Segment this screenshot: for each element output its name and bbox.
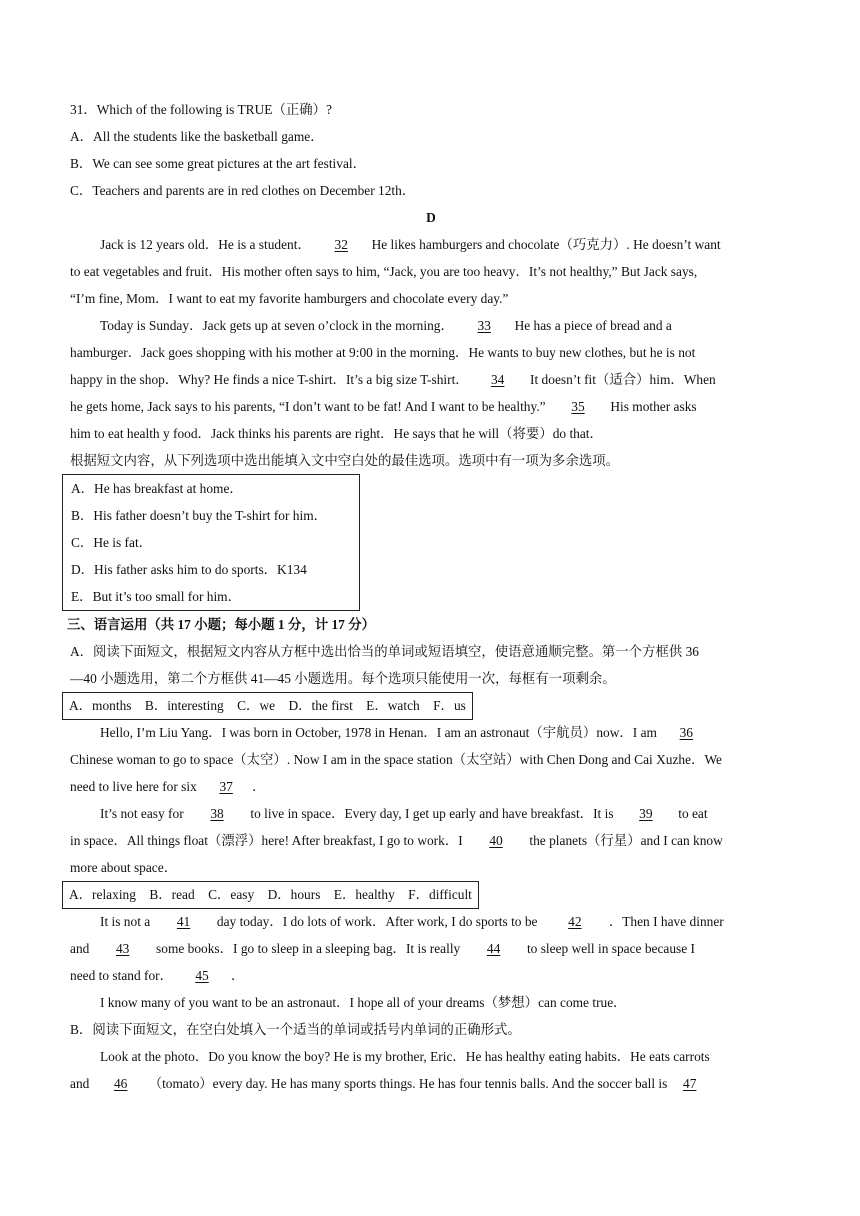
passage-a-line: need to stand for． 45 ． bbox=[70, 962, 792, 989]
passage-d-line: Jack is 12 years old．He is a student． 32 He likes hamburgers and chocolate（巧克力）. He doesn’t want bbox=[70, 231, 792, 258]
passage-d-line: to eat vegetables and fruit．His mother often says to him, “Jack, you are too heavy．It’s not healthy,” But Jack says, bbox=[70, 264, 698, 279]
blank-47: 47 bbox=[683, 1076, 697, 1091]
passage-a-line: and 43 some books．I go to sleep in a sleeping bag．It is really 44 to sleep well in space because I bbox=[70, 935, 792, 962]
passage-d-line: he gets home, Jack says to his parents, “I don’t want to be fat! And I want to be healthy.” 35 His mother asks bbox=[70, 393, 792, 420]
blank-38: 38 bbox=[210, 806, 224, 821]
blank-45: 45 bbox=[195, 968, 209, 983]
blank-46: 46 bbox=[113, 1076, 128, 1091]
option-c: C．He is fat． bbox=[71, 535, 153, 550]
word-box-1: A．months B．interesting C．we D．the first E．watch F．us bbox=[62, 692, 473, 720]
option-b: B．His father doesn’t buy the T-shirt for him． bbox=[71, 508, 328, 523]
passage-d-line: happy in the shop．Why? He finds a nice T-shirt．It’s a big size T-shirt． 34 It doesn’t fit（适合）him．When bbox=[70, 366, 792, 393]
blank-42: 42 bbox=[568, 914, 582, 929]
blank-36: 36 bbox=[679, 725, 693, 740]
exam-page bbox=[67, 96, 792, 1097]
blank-34: 34 bbox=[490, 372, 505, 387]
passage-a-line: in space．All things float（漂浮）here! After breakfast, I go to work．I 40 the planets（行星）and I can know bbox=[70, 827, 792, 854]
option-a: A．He has breakfast at home． bbox=[71, 481, 243, 496]
passage-a-line: I know many of you want to be an astronaut．I hope all of your dreams（梦想）can come true． bbox=[100, 995, 627, 1010]
passage-d-line: Today is Sunday．Jack gets up at seven o’clock in the morning． 33 He has a piece of bread and a bbox=[70, 312, 792, 339]
blank-33: 33 bbox=[477, 318, 491, 333]
section-3a-instruction: A．阅读下面短文，根据短文内容从方框中选出恰当的单词或短语填空，使语意通顺完整。第一个方框供 36 bbox=[70, 644, 699, 659]
passage-b-line: Look at the photo．Do you know the boy? He is my brother, Eric．He has healthy eating habits．He eats carrots bbox=[100, 1049, 710, 1064]
blank-32: 32 bbox=[334, 237, 348, 252]
option-d: D．His father asks him to do sports．K134 bbox=[71, 562, 307, 577]
passage-a-line: It’s not easy for 38 to live in space．Every day, I get up early and have breakfast．It is 39 to eat bbox=[70, 800, 792, 827]
passage-d-line: hamburger．Jack goes shopping with his mother at 9:00 in the morning．He wants to buy new clothes, but he is not bbox=[70, 345, 696, 360]
word-box-2: A．relaxing B．read C．easy D．hours E．healthy F．difficult bbox=[62, 881, 479, 909]
passage-a-line: It is not a 41 day today．I do lots of work．After work, I do sports to be 42 ．Then I have dinner bbox=[70, 908, 792, 935]
passage-d-line: him to eat health y food．Jack thinks his parents are right．He says that he will（将要）do that． bbox=[70, 426, 603, 441]
passage-a-line: need to live here for six 37 ． bbox=[70, 773, 792, 800]
blank-44: 44 bbox=[486, 941, 501, 956]
q31-stem: 31．Which of the following is TRUE（正确）? bbox=[70, 102, 332, 117]
blank-37: 37 bbox=[219, 779, 233, 794]
passage-d-line: “I’m fine, Mom．I want to eat my favorite hamburgers and chocolate every day.” bbox=[70, 291, 509, 306]
blank-39: 39 bbox=[639, 806, 653, 821]
passage-b-line: and 46 （tomato）every day. He has many sports things. He has four tennis balls. And the soccer ball is 47 bbox=[70, 1070, 792, 1097]
passage-a-line: Chinese woman to go to space（太空）. Now I am in the space station（太空站）with Chen Dong and Cai Xuzhe．We bbox=[70, 752, 722, 767]
option-e: E．But it’s too small for him． bbox=[71, 589, 241, 604]
blank-41: 41 bbox=[176, 914, 191, 929]
section-3b-instruction: B．阅读下面短文，在空白处填入一个适当的单词或括号内单词的正确形式。 bbox=[70, 1022, 521, 1037]
options-box-d bbox=[62, 474, 360, 611]
q31-option-b: B．We can see some great pictures at the art festival． bbox=[70, 156, 367, 171]
q31-option-a: A．All the students like the basketball game． bbox=[70, 129, 324, 144]
passage-d-heading: D bbox=[426, 210, 436, 225]
passage-d-instruction: 根据短文内容，从下列选项中选出能填入文中空白处的最佳选项。选项中有一项为多余选项。 bbox=[70, 453, 620, 468]
blank-43: 43 bbox=[115, 941, 130, 956]
blank-35: 35 bbox=[571, 399, 585, 414]
section-3a-instruction: —40 小题选用，第二个方框供 41—45 小题选用。每个选项只能使用一次，每框有一项剩余。 bbox=[70, 671, 616, 686]
passage-a-line: more about space． bbox=[70, 860, 178, 875]
section-3-title: 三、语言运用（共 17 小题；每小题 1 分，计 17 分） bbox=[67, 617, 375, 632]
blank-40: 40 bbox=[489, 833, 503, 848]
q31-option-c: C．Teachers and parents are in red clothes on December 12th． bbox=[70, 183, 416, 198]
passage-a-line: Hello, I’m Liu Yang．I was born in October, 1978 in Henan．I am an astronaut（宇航员）now．I am 36 bbox=[70, 719, 792, 746]
